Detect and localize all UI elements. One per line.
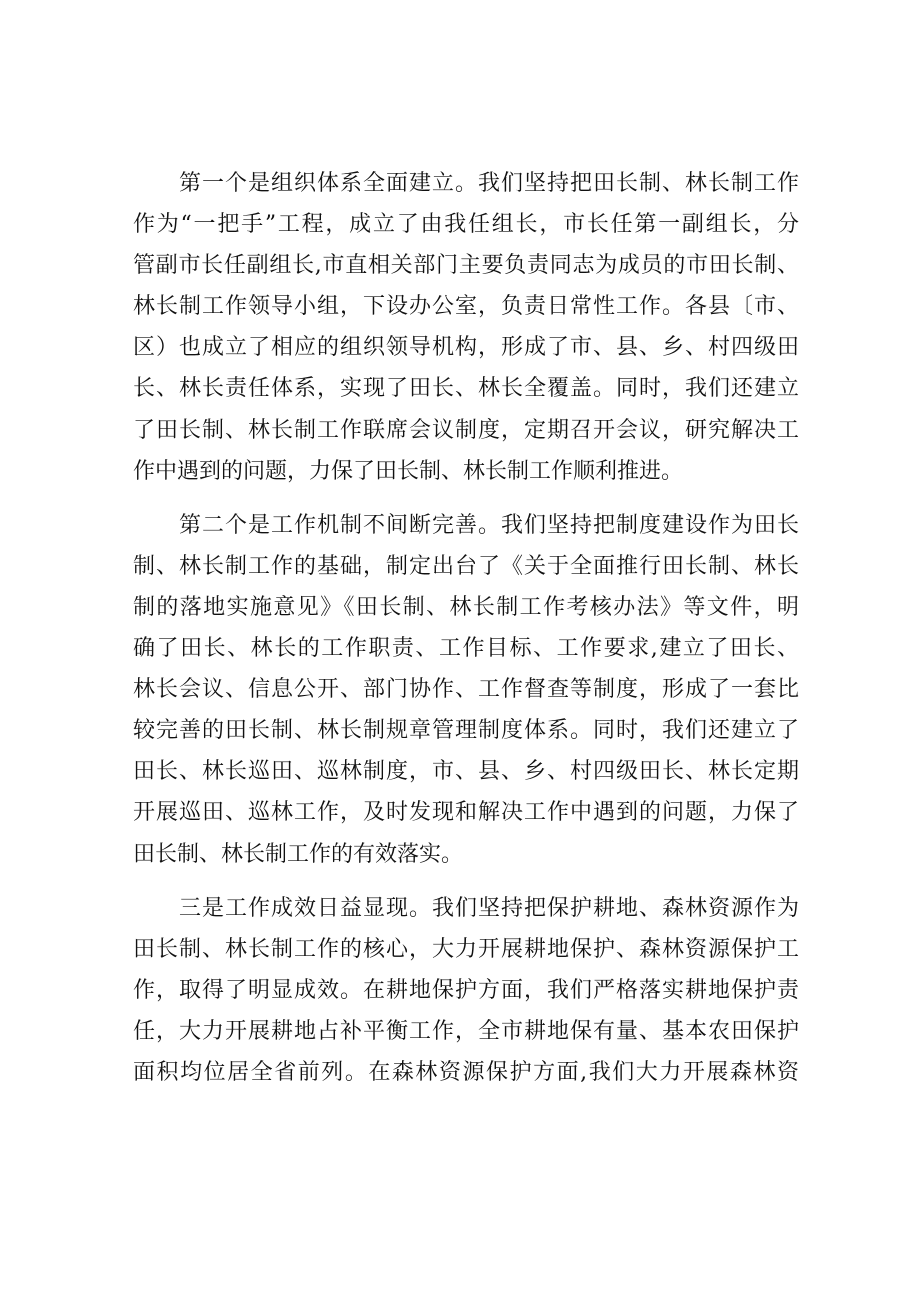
document-body (133, 163, 799, 1106)
paragraph-line: 面积均位居全省前列。在森林资源保护方面,我们大力开展森林资 (133, 1059, 799, 1085)
paragraph-line: 管副市长任副组长,市直相关部门主要负责同志为成员的市田长制、 (133, 253, 799, 279)
paragraph-organization-system (133, 163, 799, 492)
paragraph-line: 作为“一把手”工程，成立了由我任组长，市长任第一副组长，分 (133, 212, 799, 238)
paragraph-line: 作，取得了明显成效。在耕地保护方面，我们严格落实耕地保护责 (133, 977, 799, 1003)
paragraph-line: 开展巡田、巡林工作，及时发现和解决工作中遇到的问题，力保了 (133, 800, 799, 826)
paragraph-line: 任，大力开展耕地占补平衡工作，全市耕地保有量、基本农田保护 (133, 1018, 799, 1044)
paragraph-line: 第一个是组织体系全面建立。我们坚持把田长制、林长制工作 (179, 171, 799, 196)
paragraph-work-mechanism (133, 505, 799, 875)
paragraph-line: 制、林长制工作的基础，制定出台了《关于全面推行田长制、林长 (133, 553, 799, 579)
paragraph-line: 区）也成立了相应的组织领导机构，形成了市、县、乡、村四级田 (133, 335, 799, 361)
paragraph-line: 林长会议、信息公开、部门协作、工作督查等制度，形成了一套比 (133, 677, 799, 703)
paragraph-line: 第二个是工作机制不间断完善。我们坚持把制度建设作为田长 (179, 512, 799, 538)
paragraph-line: 林长制工作领导小组，下设办公室，负责日常性工作。各县〔市、 (133, 294, 799, 320)
paragraph-work-results (133, 888, 799, 1093)
paragraph-line: 长、林长责任体系，实现了田长、林长全覆盖。同时，我们还建立 (133, 376, 799, 402)
paragraph-line: 确了田长、林长的工作职责、工作目标、工作要求,建立了田长、 (133, 636, 799, 662)
paragraph-line: 较完善的田长制、林长制规章管理制度体系。同时，我们还建立了 (133, 718, 799, 744)
paragraph-line: 作中遇到的问题，力保了田长制、林长制工作顺利推进。 (133, 458, 684, 484)
paragraph-line: 田长制、林长制工作的核心，大力开展耕地保护、森林资源保护工 (133, 936, 799, 962)
paragraph-line: 三是工作成效日益显现。我们坚持把保护耕地、森林资源作为 (179, 895, 799, 921)
paragraph-line: 田长、林长巡田、巡林制度，市、县、乡、村四级田长、林长定期 (133, 759, 799, 785)
paragraph-line: 制的落地实施意见》《田长制、林长制工作考核办法》等文件，明 (133, 594, 799, 620)
paragraph-line: 了田长制、林长制工作联席会议制度，定期召开会议，研究解决工 (133, 417, 799, 443)
paragraph-line: 田长制、林长制工作的有效落实。 (133, 841, 464, 867)
